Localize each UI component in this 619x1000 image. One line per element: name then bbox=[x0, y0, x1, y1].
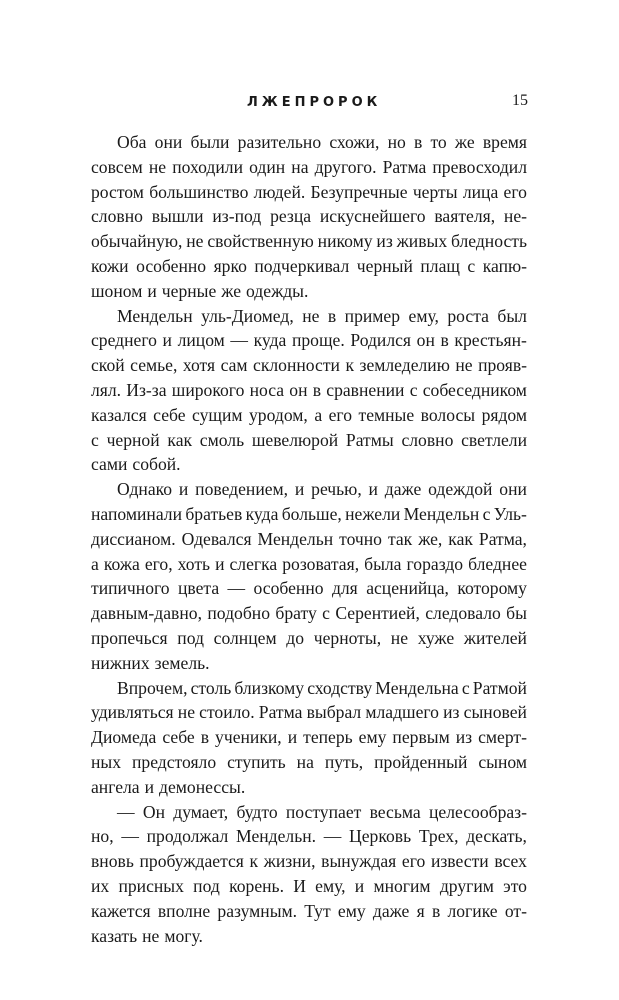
page-number: 15 bbox=[512, 92, 528, 109]
text-line: казался себе сущим уродом, а его темные волосы рядом bbox=[91, 404, 527, 425]
text-line: шоном и черные же одежды. bbox=[91, 280, 309, 301]
text-line: вновь пробуждается к жизни, вынуждая его извести всех bbox=[91, 851, 527, 872]
text-line: — Он думает, будто поступает весьма целесообраз- bbox=[117, 801, 527, 822]
text-line: казать не могу. bbox=[91, 925, 203, 946]
text-line: ростом большинство людей. Безупречные черты лица его bbox=[91, 181, 527, 202]
text-line: пропечься под солнцем до черноты, не хуже жителей bbox=[91, 627, 527, 648]
text-line: типичного цвета — особенно для асценийца, которому bbox=[91, 578, 527, 599]
text-line: но, — продолжал Мендельн. — Церковь Трех, дескать, bbox=[91, 826, 527, 847]
text-line: ных предстояло ступить на путь, пройденный сыном bbox=[91, 751, 527, 772]
text-line: Мендельн уль-Диомед, не в пример ему, роста был bbox=[117, 305, 527, 326]
text-line: их присных под корень. И ему, и многим другим это bbox=[91, 875, 527, 896]
text-line: обычайную, не свойственную никому из живых бледность bbox=[91, 231, 527, 252]
text-line: нижних земель. bbox=[91, 652, 210, 673]
text-line: кажется вполне разумным. Тут ему даже я в логике от- bbox=[91, 900, 527, 921]
text-line: а кожа его, хоть и слегка розоватая, была гораздо бледнее bbox=[91, 553, 527, 574]
text-line: среднего и лицом — куда проще. Родился он в крестьян- bbox=[91, 330, 527, 351]
text-line: напоминали братьев куда больше, нежели Мендельн с Уль- bbox=[91, 503, 527, 524]
text-line: словно вышли из-под резца искуснейшего ваятеля, не- bbox=[91, 206, 527, 227]
text-line: Впрочем, столь близкому сходству Мендельна с Ратмой bbox=[117, 677, 527, 698]
text-line: лял. Из-за широкого носа он в сравнении с собеседником bbox=[91, 379, 527, 400]
text-line: Однако и поведением, и речью, и даже одеждой они bbox=[117, 479, 527, 500]
text-line: сами собой. bbox=[91, 454, 181, 475]
text-line: кожи особенно ярко подчеркивал черный плащ с капю- bbox=[91, 255, 527, 276]
text-line: с черной как смоль шевелюрой Ратмы словно светлели bbox=[91, 429, 527, 450]
text-line: Оба они были разительно схожи, но в то же время bbox=[117, 132, 527, 152]
text-line: диссианом. Одевался Мендельн точно так же, как Ратма, bbox=[91, 528, 527, 549]
running-title: ЛЖЕПРОРОК bbox=[247, 95, 382, 110]
text-line: удивляться не стоило. Ратма выбрал младшего из сыновей bbox=[91, 702, 527, 723]
text-line: ской семье, хотя сам склонности к земледелию не прояв- bbox=[91, 355, 527, 376]
text-line: совсем не походили один на другого. Ратма превосходил bbox=[91, 156, 527, 177]
body-text bbox=[91, 130, 527, 948]
text-line: давным-давно, подобно брату с Серентией, следовало бы bbox=[91, 603, 527, 624]
text-line: Диомеда себе в ученики, и теперь ему первым из смерт- bbox=[91, 727, 527, 748]
text-line: ангела и демонессы. bbox=[91, 776, 246, 797]
